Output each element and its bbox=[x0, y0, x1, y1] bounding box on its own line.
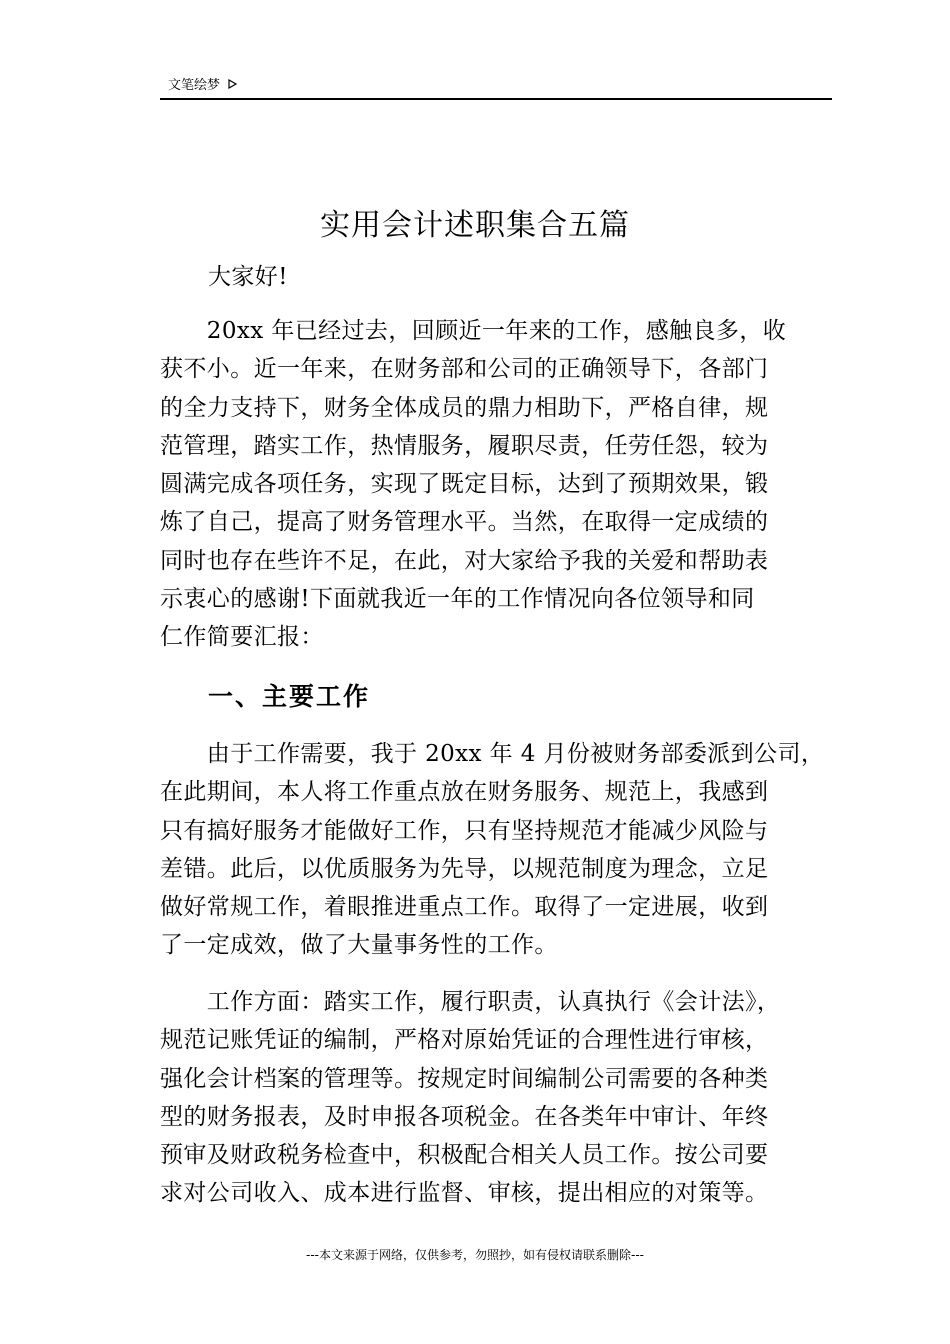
page-footer: ---本文来源于网络，仅供参考，勿照抄，如有侵权请联系删除--- bbox=[306, 1248, 644, 1262]
paragraph-1 bbox=[160, 312, 840, 657]
paragraph-line: 求对公司收入、成本进行监督、审核，提出相应的对策等。 bbox=[160, 1180, 769, 1207]
section-heading: 一、主要工作 bbox=[208, 682, 371, 711]
paragraph-line: 差错。此后，以优质服务为先导，以规范制度为理念，立足 bbox=[160, 855, 769, 882]
header-title: 文笔绘梦 bbox=[168, 78, 221, 93]
paragraph-line: 规范记账凭证的编制，严格对原始凭证的合理性进行审核， bbox=[160, 1027, 769, 1054]
page-header bbox=[160, 72, 832, 100]
paragraph-line: 只有搞好服务才能做好工作，只有坚持规范才能减少风险与 bbox=[160, 817, 769, 844]
paragraph-line: 同时也存在些许不足，在此，对大家给予我的关爱和帮助表 bbox=[160, 547, 769, 574]
paragraph-line: 范管理，踏实工作，热情服务，履职尽责，任劳任怨，较为 bbox=[160, 432, 769, 459]
paragraph-line: 仁作简要汇报： bbox=[160, 624, 324, 651]
paragraph-line: 预审及财政税务检查中，积极配合相关人员工作。按公司要 bbox=[160, 1142, 769, 1169]
paragraph-3 bbox=[160, 983, 840, 1213]
paragraph-line: 20xx 年已经过去，回顾近一年来的工作，感触良多，收 bbox=[160, 318, 787, 344]
paragraph-line: 示衷心的感谢!下面就我近一年的工作情况向各位领导和同 bbox=[160, 586, 755, 613]
paragraph-line: 做好常规工作，着眼推进重点工作。取得了一定进展，收到 bbox=[160, 894, 769, 921]
paragraph-line: 了一定成效，做了大量事务性的工作。 bbox=[160, 932, 558, 959]
paragraph-line: 型的财务报表，及时申报各项税金。在各类年中审计、年终 bbox=[160, 1103, 769, 1130]
paragraph-line: 的全力支持下，财务全体成员的鼎力相助下，严格自律，规 bbox=[160, 394, 769, 421]
paragraph-line: 获不小。近一年来，在财务部和公司的正确领导下，各部门 bbox=[160, 356, 769, 383]
paragraph-line: 由于工作需要，我于 20xx 年 4 月份被财务部委派到公司， bbox=[160, 741, 825, 767]
paragraph-line: 在此期间，本人将工作重点放在财务服务、规范上，我感到 bbox=[160, 779, 769, 806]
header-brand bbox=[160, 74, 238, 93]
paragraph-line: 强化会计档案的管理等。按规定时间编制公司需要的各种类 bbox=[160, 1065, 769, 1092]
paragraph-2 bbox=[160, 735, 840, 965]
triangle-right-icon bbox=[228, 79, 238, 89]
paragraph-line: 工作方面：踏实工作，履行职责，认真执行《会计法》， bbox=[160, 989, 781, 1015]
paragraph-line: 炼了自己，提高了财务管理水平。当然，在取得一定成绩的 bbox=[160, 509, 769, 536]
greeting: 大家好! bbox=[208, 264, 288, 290]
document-title: 实用会计述职集合五篇 bbox=[320, 208, 630, 243]
paragraph-line: 圆满完成各项任务，实现了既定目标，达到了预期效果，锻 bbox=[160, 471, 769, 498]
